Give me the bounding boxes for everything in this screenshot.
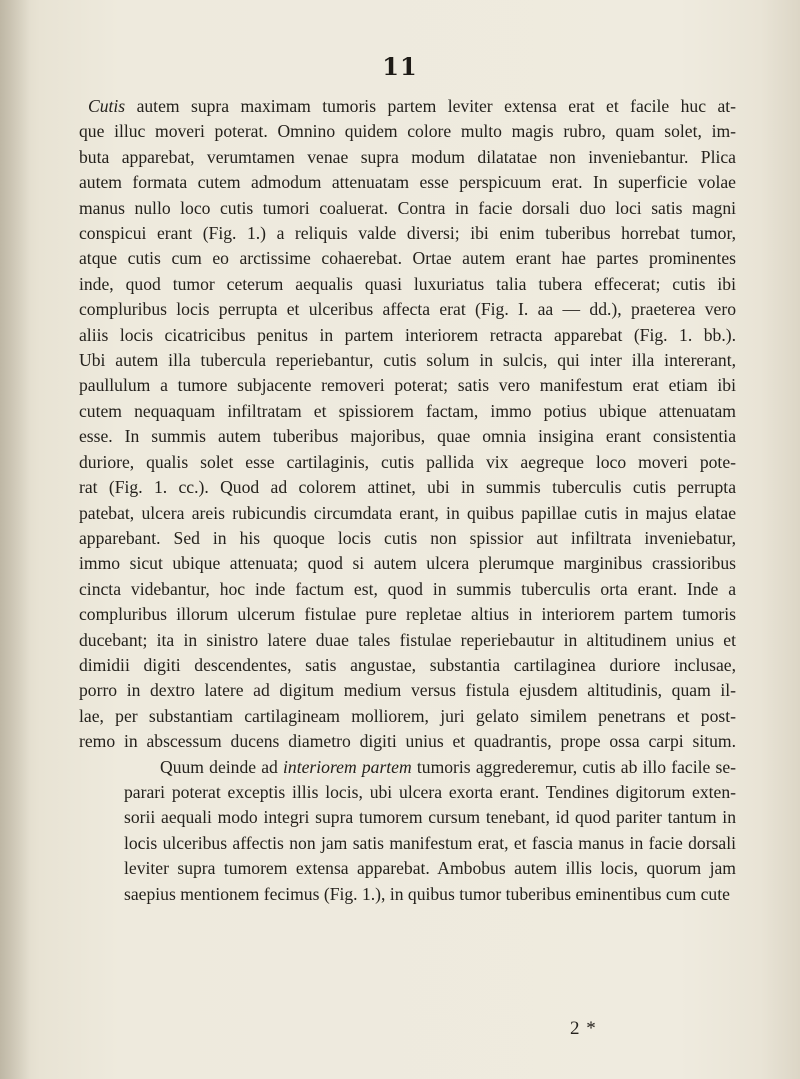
paragraph-1 <box>79 94 736 755</box>
text-line <box>79 755 736 780</box>
italic-lead-word: Cutis <box>88 96 126 116</box>
text-line: cincta videbantur, hoc inde factum est, quod in summis tuberculis orta erant. Inde a <box>79 578 736 599</box>
text-line: Ubi autem illa tubercula reperiebantur, cutis solum in sulcis, qui inter illa intererant, <box>79 350 736 371</box>
italic-phrase: interiorem partem <box>283 756 412 777</box>
text-line <box>79 94 736 119</box>
text-line: sorii aequali modo integri supra tumorem cursum tenebant, id quod pariter tantum in <box>124 807 736 828</box>
text-line: duriore, qualis solet esse cartilaginis, cutis pallida vix aegreque loco moveri pote- <box>79 451 736 472</box>
text-line: patebat, ulcera areis rubicundis circumdata erant, in quibus papillae cutis in majus elatae <box>79 502 736 523</box>
text-line: aliis locis cicatricibus penitus in partem interiorem retracta apparebat (Fig. 1. bb.). <box>79 324 736 345</box>
text-line: immo sicut ubique attenuata; quod si autem ulcera plerumque marginibus crassioribus <box>79 553 736 574</box>
text-line: lae, per substantiam cartilagineam molliorem, juri gelato similem penetrans et post- <box>79 705 736 726</box>
text-line: inde, quod tumor ceterum aequalis quasi luxuriatus talia tubera effecerat; cutis ibi <box>79 273 736 294</box>
line-text: autem supra maximam tumoris partem leviter extensa erat et facile huc at- <box>125 96 736 116</box>
text-line: conspicui erant (Fig. 1.) a reliquis valde diversi; ibi enim tuberibus horrebat tumor, <box>79 223 736 244</box>
text-line: paullulum a tumore subjacente removeri poterat; satis vero manifestum erat etiam ibi <box>79 375 736 396</box>
page-edge-shadow <box>0 0 30 1079</box>
text-line: dimidii digiti descendentes, satis angustae, substantia cartilaginea duriore inclusae, <box>79 654 736 675</box>
text-line: parari poterat exceptis illis locis, ubi ulcera exorta erant. Tendines digitorum exten- <box>124 781 736 802</box>
text-line: autem formata cutem admodum attenuatam esse perspicuum erat. In superficie volae <box>79 172 736 193</box>
text-line: ducebant; ita in sinistro latere duae tales fistulae reperiebautur in altitudinem unius et <box>79 629 736 650</box>
text-line: saepius mentionem fecimus (Fig. 1.), in quibus tumor tuberibus eminentibus cum cute <box>124 883 730 904</box>
text-line: locis ulceribus affectis non jam satis manifestum erat, et fascia manus in facie dorsali <box>124 832 736 853</box>
line-text: tumoris aggrederemur, cutis ab illo facile se- <box>411 756 736 777</box>
text-line: cutem nequaquam infiltratam et spissiorem factam, immo potius ubique attenuatam <box>79 400 736 421</box>
text-line: leviter supra tumorem extensa apparebat. Ambobus autem illis locis, quorum jam <box>124 858 736 879</box>
printer-signature-mark: 2 * <box>570 1018 597 1039</box>
text-line: atque cutis cum eo arctissime cohaerebat. Ortae autem erant hae partes prominentes <box>79 248 736 269</box>
text-line: que illuc moveri poterat. Omnino quidem colore multo magis rubro, quam solet, im- <box>79 121 736 142</box>
text-line: apparebant. Sed in his quoque locis cutis non spissior aut infiltrata inveniebatur, <box>79 527 736 548</box>
text-line: rat (Fig. 1. cc.). Quod ad colorem attinet, ubi in summis tuberculis cutis perrupta <box>79 477 736 498</box>
text-line: compluribus locis perrupta et ulceribus affecta erat (Fig. I. aa — dd.), praeterea vero <box>79 299 736 320</box>
text-line: remo in abscessum ducens diametro digiti unius et quadrantis, prope ossa carpi situm. <box>79 731 736 752</box>
page-number: 11 <box>382 52 418 81</box>
text-line: compluribus illorum ulcerum fistulae pure repletae altius in interiorem partem tumoris <box>79 604 736 625</box>
paragraph-2 <box>79 755 736 907</box>
text-line: manus nullo loco cutis tumori coaluerat. Contra in facie dorsali duo loci satis magni <box>79 197 736 218</box>
text-line: esse. In summis autem tuberibus majoribus, quae omnia insigina erant consistentia <box>79 426 736 447</box>
text-line: porro in dextro latere ad digitum medium versus fistula ejusdem altitudinis, quam il- <box>79 680 736 701</box>
text-line: buta apparebat, verumtamen venae supra modum dilatatae non inveniebantur. Plica <box>79 146 736 167</box>
line-text-lead: Quum deinde ad <box>160 756 284 777</box>
body-text <box>79 94 736 907</box>
